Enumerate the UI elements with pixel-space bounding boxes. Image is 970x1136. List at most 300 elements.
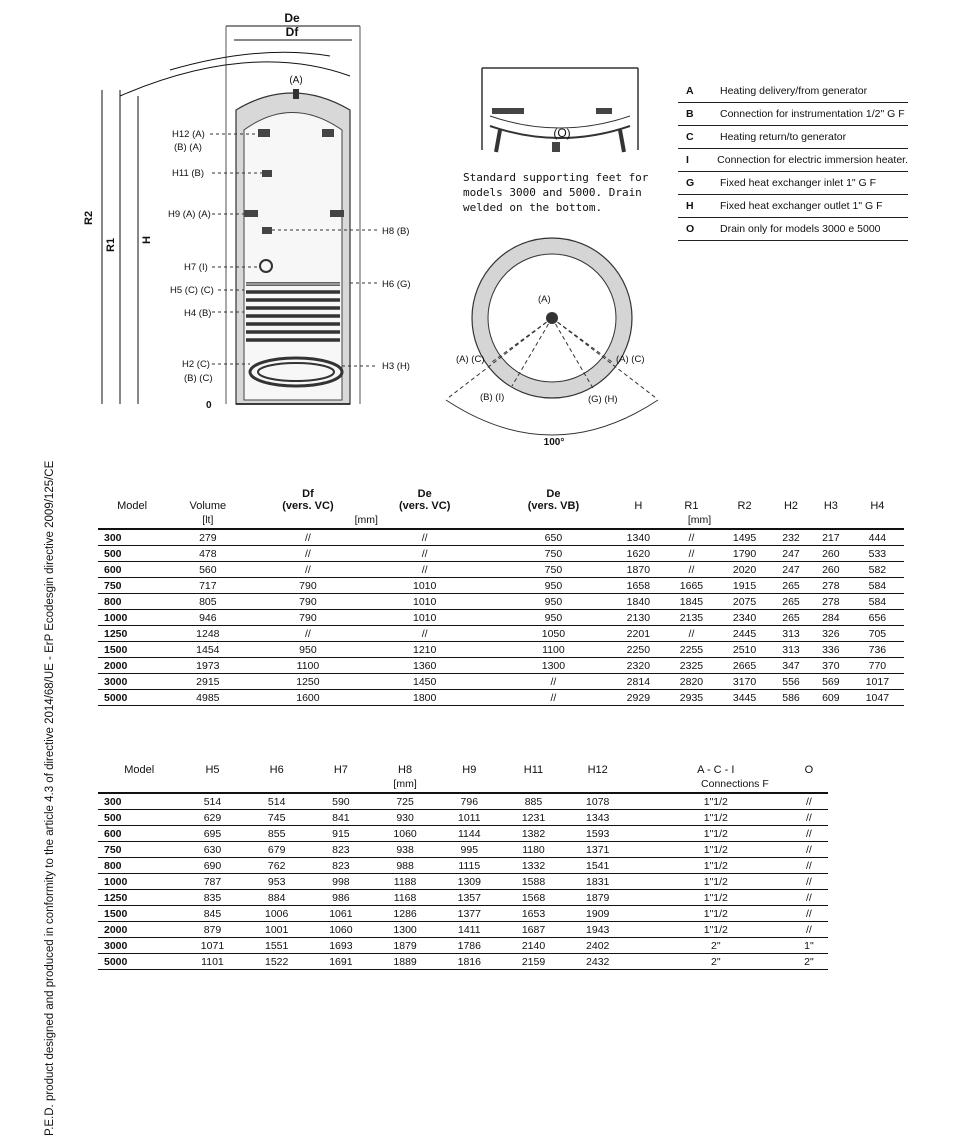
- table-cell: 725: [373, 793, 437, 810]
- h11-label: H11 (B): [172, 168, 205, 179]
- table-cell: 1210: [366, 642, 483, 658]
- table-cell: 1653: [501, 906, 565, 922]
- table-cell: //: [250, 546, 367, 562]
- table-cell: 995: [437, 842, 501, 858]
- table-row: [98, 906, 828, 922]
- table-cell: 370: [811, 658, 851, 674]
- h2b-label: (B) (C): [184, 373, 213, 384]
- column-header: O: [804, 764, 814, 776]
- column-header: Df (vers. VC): [282, 488, 334, 512]
- table-cell: 950: [495, 578, 612, 594]
- table-cell: 879: [180, 922, 244, 938]
- table-cell: //: [495, 690, 612, 706]
- table-cell: 885: [501, 793, 565, 810]
- plan-a-label: (A): [538, 294, 551, 305]
- model-cell: 750: [98, 578, 166, 594]
- model-cell: 5000: [98, 690, 166, 706]
- table-cell: 1840: [612, 594, 665, 610]
- side-conformity-note: P.E.D. product designed and produced in conformity to the article 4.3 of directive 2014/68/UE - ErP Ecodesgin directive 2009/125/CE: [44, 460, 56, 1136]
- table-cell: 279: [166, 529, 249, 546]
- column-gap: [630, 826, 642, 842]
- table-cell: 4985: [166, 690, 249, 706]
- table-cell: 750: [495, 562, 612, 578]
- table-cell: 1"1/2: [642, 793, 790, 810]
- column-gap: [630, 793, 642, 810]
- table-cell: 1593: [566, 826, 630, 842]
- table-cell: //: [665, 626, 718, 642]
- column-gap: [483, 472, 495, 512]
- r1-arc: [170, 52, 330, 70]
- column-gap: [630, 874, 642, 890]
- h8-label: H8 (B): [382, 226, 410, 237]
- table-cell: //: [665, 562, 718, 578]
- table-row: [98, 642, 904, 658]
- table-cell: 1879: [373, 938, 437, 954]
- model-cell: 1500: [98, 906, 180, 922]
- table-cell: 1231: [501, 810, 565, 826]
- table-cell: 690: [180, 858, 244, 874]
- table-cell: 584: [851, 578, 904, 594]
- table-cell: //: [790, 858, 828, 874]
- h8-fitting: [262, 227, 272, 234]
- table-cell: 930: [373, 810, 437, 826]
- table-cell: 260: [811, 546, 851, 562]
- table-cell: 1541: [566, 858, 630, 874]
- h9-left-fitting: [244, 210, 258, 217]
- table-cell: 1050: [495, 626, 612, 642]
- table-cell: 855: [245, 826, 309, 842]
- legend-row-a: A Heating delivery/from generator: [678, 80, 908, 103]
- table-cell: 514: [245, 793, 309, 810]
- table-cell: 265: [771, 610, 811, 626]
- h4-label: H4 (B): [184, 308, 212, 319]
- model-cell: 1250: [98, 626, 166, 642]
- table-cell: 845: [180, 906, 244, 922]
- table-cell: 1168: [373, 890, 437, 906]
- table-cell: 986: [309, 890, 373, 906]
- table-cell: 1551: [245, 938, 309, 954]
- table-cell: 805: [166, 594, 249, 610]
- column-gap: [630, 938, 642, 954]
- table-row: [98, 858, 828, 874]
- column-gap: [630, 954, 642, 970]
- column-gap: [483, 562, 495, 578]
- h12-label: H12 (A): [172, 129, 205, 140]
- table-cell: 1286: [373, 906, 437, 922]
- table-cell: 1340: [612, 529, 665, 546]
- table-cell: 1973: [166, 658, 249, 674]
- h2-label: H2 (C): [182, 359, 210, 370]
- table-cell: //: [366, 546, 483, 562]
- dimensions-table-1: [98, 472, 904, 706]
- unit-mm: [mm]: [250, 512, 484, 529]
- legend-row-g: G Fixed heat exchanger inlet 1" G F: [678, 172, 908, 195]
- column-gap: [483, 690, 495, 706]
- column-gap: [483, 512, 495, 529]
- table-cell: 1"1/2: [642, 890, 790, 906]
- column-header: R1: [684, 500, 699, 512]
- table-cell: 787: [180, 874, 244, 890]
- h5-label: H5 (C) (C): [170, 285, 214, 296]
- column-gap: [630, 922, 642, 938]
- table-cell: 1909: [566, 906, 630, 922]
- table-cell: 313: [771, 626, 811, 642]
- table-cell: 938: [373, 842, 437, 858]
- top-connection: [293, 89, 299, 99]
- table-cell: 478: [166, 546, 249, 562]
- table-cell: 1047: [851, 690, 904, 706]
- table-cell: 1"1/2: [642, 922, 790, 938]
- table-cell: 1495: [718, 529, 771, 546]
- unit-blank: [98, 776, 180, 793]
- table-cell: 1006: [245, 906, 309, 922]
- column-gap: [483, 658, 495, 674]
- table-row: [98, 874, 828, 890]
- unit-mm: [mm]: [495, 512, 904, 529]
- table-row: [98, 810, 828, 826]
- plan-ac-left-label: (A) (C): [456, 354, 485, 365]
- feet-detail: [480, 68, 640, 152]
- table-row: [98, 690, 904, 706]
- table-cell: 2320: [612, 658, 665, 674]
- table-cell: 284: [811, 610, 851, 626]
- h12-fitting: [258, 129, 270, 137]
- table-cell: 582: [851, 562, 904, 578]
- table-row: [98, 594, 904, 610]
- table-cell: 2130: [612, 610, 665, 626]
- table-cell: 1144: [437, 826, 501, 842]
- table-cell: 2820: [665, 674, 718, 690]
- model-header: Model: [117, 500, 148, 512]
- table-cell: 1180: [501, 842, 565, 858]
- table-cell: 569: [811, 674, 851, 690]
- table-cell: 1889: [373, 954, 437, 970]
- table-cell: 629: [180, 810, 244, 826]
- h7-label: H7 (I): [184, 262, 208, 273]
- table-cell: 560: [166, 562, 249, 578]
- table-cell: 823: [309, 858, 373, 874]
- table-cell: 1"1/2: [642, 858, 790, 874]
- table-cell: 1010: [366, 610, 483, 626]
- table-cell: 1060: [309, 922, 373, 938]
- plan-ac-right-label: (A) (C): [616, 354, 645, 365]
- column-header: Volume: [189, 500, 227, 512]
- table-cell: 1588: [501, 874, 565, 890]
- column-gap: [630, 906, 642, 922]
- table-cell: 1371: [566, 842, 630, 858]
- model-cell: 2000: [98, 658, 166, 674]
- table-cell: 1816: [437, 954, 501, 970]
- table-cell: 1": [790, 938, 828, 954]
- table-cell: 1831: [566, 874, 630, 890]
- table-row: [98, 954, 828, 970]
- table-cell: //: [790, 810, 828, 826]
- table-cell: 1687: [501, 922, 565, 938]
- table-cell: 717: [166, 578, 249, 594]
- table-cell: //: [790, 890, 828, 906]
- table-cell: 796: [437, 793, 501, 810]
- table-cell: 1011: [437, 810, 501, 826]
- table-cell: 1790: [718, 546, 771, 562]
- table-cell: 1382: [501, 826, 565, 842]
- table-cell: 2075: [718, 594, 771, 610]
- feet-note: Standard supporting feet for models 3000 and 5000. Drain welded on the bottom.: [463, 171, 649, 214]
- model-cell: 600: [98, 826, 180, 842]
- table-cell: 1943: [566, 922, 630, 938]
- column-header: H4: [870, 500, 885, 512]
- table-cell: //: [790, 826, 828, 842]
- table-cell: 650: [495, 529, 612, 546]
- table-cell: //: [790, 842, 828, 858]
- table-cell: 946: [166, 610, 249, 626]
- table-cell: //: [790, 793, 828, 810]
- column-header: De (vers. VB): [527, 488, 580, 512]
- table-cell: //: [790, 906, 828, 922]
- model-cell: 800: [98, 858, 180, 874]
- de-dim-label: De: [284, 11, 300, 25]
- table-cell: 2": [790, 954, 828, 970]
- model-cell: 1000: [98, 610, 166, 626]
- table-row: [98, 578, 904, 594]
- dimensions-table-2: [98, 736, 828, 970]
- table-cell: 953: [245, 874, 309, 890]
- table-cell: 2432: [566, 954, 630, 970]
- column-header: H12: [587, 764, 608, 776]
- unit-blank: [98, 512, 166, 529]
- column-header: H2: [783, 500, 799, 512]
- table-cell: 247: [771, 562, 811, 578]
- column-header: H7: [333, 764, 348, 776]
- column-gap: [483, 529, 495, 546]
- table-cell: 1522: [245, 954, 309, 970]
- table-cell: 2201: [612, 626, 665, 642]
- table-cell: 2250: [612, 642, 665, 658]
- column-gap: [630, 890, 642, 906]
- table-row: [98, 562, 904, 578]
- legend-row-o: O Drain only for models 3000 e 5000: [678, 218, 908, 241]
- model-cell: 300: [98, 793, 180, 810]
- column-header: H: [634, 500, 643, 512]
- table-cell: 556: [771, 674, 811, 690]
- table-cell: 3445: [718, 690, 771, 706]
- table-cell: 1786: [437, 938, 501, 954]
- table-cell: 2135: [665, 610, 718, 626]
- table-cell: 1600: [250, 690, 367, 706]
- table-row: [98, 626, 904, 642]
- model-cell: 800: [98, 594, 166, 610]
- table-cell: 1078: [566, 793, 630, 810]
- column-gap: [483, 610, 495, 626]
- table-cell: 584: [851, 594, 904, 610]
- table-cell: 736: [851, 642, 904, 658]
- table-cell: 950: [495, 594, 612, 610]
- table-cell: 1332: [501, 858, 565, 874]
- table-cell: 2255: [665, 642, 718, 658]
- table-cell: 1879: [566, 890, 630, 906]
- table-cell: 950: [495, 610, 612, 626]
- table-cell: 326: [811, 626, 851, 642]
- table-row: [98, 842, 828, 858]
- table-cell: 609: [811, 690, 851, 706]
- table-row: [98, 922, 828, 938]
- r1-label: R1: [105, 237, 117, 252]
- table-row: [98, 793, 828, 810]
- table-cell: 1010: [366, 578, 483, 594]
- table-row: [98, 658, 904, 674]
- table-cell: 2929: [612, 690, 665, 706]
- plan-view: [446, 238, 658, 448]
- table-row: [98, 890, 828, 906]
- table-cell: 1071: [180, 938, 244, 954]
- column-header: De (vers. VC): [399, 488, 451, 512]
- table-cell: //: [665, 529, 718, 546]
- connection-legend: [678, 80, 908, 241]
- table-cell: //: [790, 922, 828, 938]
- model-cell: 1000: [98, 874, 180, 890]
- table-cell: 1845: [665, 594, 718, 610]
- df-dim-label: Df: [285, 25, 299, 39]
- table-cell: 2814: [612, 674, 665, 690]
- column-header: H8: [398, 764, 413, 776]
- table-cell: 1377: [437, 906, 501, 922]
- legend-row-b: B Connection for instrumentation 1/2" G F: [678, 103, 908, 126]
- table-cell: 1411: [437, 922, 501, 938]
- zero-label: 0: [206, 400, 212, 411]
- table-cell: 1693: [309, 938, 373, 954]
- h11-fitting: [262, 170, 272, 177]
- table-row: [98, 529, 904, 546]
- table-cell: 841: [309, 810, 373, 826]
- table-cell: //: [495, 674, 612, 690]
- h3-label: H3 (H): [382, 361, 410, 372]
- table-cell: 2": [642, 938, 790, 954]
- table-cell: 1"1/2: [642, 906, 790, 922]
- table-cell: 265: [771, 578, 811, 594]
- table-cell: 915: [309, 826, 373, 842]
- table-cell: 2325: [665, 658, 718, 674]
- table-row: [98, 674, 904, 690]
- table-cell: //: [366, 529, 483, 546]
- table-cell: 278: [811, 578, 851, 594]
- table-cell: //: [250, 562, 367, 578]
- table-cell: 1100: [495, 642, 612, 658]
- table-cell: 1665: [665, 578, 718, 594]
- table-cell: //: [665, 546, 718, 562]
- table-cell: 2159: [501, 954, 565, 970]
- table-cell: 232: [771, 529, 811, 546]
- table-cell: 790: [250, 578, 367, 594]
- h9-right-fitting: [330, 210, 344, 217]
- legend-row-i: I Connection for electric immersion heater.: [678, 149, 908, 172]
- h6-label: H6 (G): [382, 279, 411, 290]
- model-cell: 3000: [98, 938, 180, 954]
- table-cell: 3170: [718, 674, 771, 690]
- table-cell: //: [366, 562, 483, 578]
- model-cell: 1500: [98, 642, 166, 658]
- model-cell: 600: [98, 562, 166, 578]
- column-gap: [630, 736, 642, 776]
- model-cell: 5000: [98, 954, 180, 970]
- table-cell: 1248: [166, 626, 249, 642]
- column-header: R2: [737, 500, 752, 512]
- table-cell: 217: [811, 529, 851, 546]
- table-cell: 2510: [718, 642, 771, 658]
- table-cell: 745: [245, 810, 309, 826]
- column-gap: [630, 842, 642, 858]
- feet-o-label: (O): [553, 126, 571, 140]
- table-cell: 1101: [180, 954, 244, 970]
- legend-row-c: C Heating return/to generator: [678, 126, 908, 149]
- table-cell: //: [250, 529, 367, 546]
- table-cell: 1300: [373, 922, 437, 938]
- table-cell: 790: [250, 610, 367, 626]
- table-cell: 1309: [437, 874, 501, 890]
- table-cell: 1017: [851, 674, 904, 690]
- table-cell: 1360: [366, 658, 483, 674]
- column-header: H6: [269, 764, 284, 776]
- table-cell: 2445: [718, 626, 771, 642]
- table-cell: 750: [495, 546, 612, 562]
- plan-angle-label: 100°: [543, 437, 565, 448]
- table-cell: 260: [811, 562, 851, 578]
- table-cell: 2340: [718, 610, 771, 626]
- column-header: H11: [523, 764, 544, 776]
- legend-row-h: H Fixed heat exchanger outlet 1" G F: [678, 195, 908, 218]
- table-cell: //: [250, 626, 367, 642]
- table-cell: 1691: [309, 954, 373, 970]
- table-row: [98, 610, 904, 626]
- column-gap: [483, 546, 495, 562]
- table-cell: 705: [851, 626, 904, 642]
- table-cell: 998: [309, 874, 373, 890]
- r2-arc: [120, 62, 350, 96]
- plan-gh-label: (G) (H): [588, 394, 618, 405]
- table-cell: 590: [309, 793, 373, 810]
- table-cell: 336: [811, 642, 851, 658]
- table-cell: 1060: [373, 826, 437, 842]
- unit-connections: Connections F: [642, 776, 828, 793]
- table-cell: 265: [771, 594, 811, 610]
- model-cell: 500: [98, 810, 180, 826]
- table-cell: 1620: [612, 546, 665, 562]
- table-row: [98, 826, 828, 842]
- table-cell: 2935: [665, 690, 718, 706]
- column-header: H3: [823, 500, 838, 512]
- model-cell: 3000: [98, 674, 166, 690]
- table-cell: //: [366, 626, 483, 642]
- table-cell: 2140: [501, 938, 565, 954]
- table-cell: 2402: [566, 938, 630, 954]
- column-gap: [630, 776, 642, 793]
- table-cell: 695: [180, 826, 244, 842]
- table-cell: 347: [771, 658, 811, 674]
- a-top-label: (A): [289, 75, 303, 86]
- model-cell: 300: [98, 529, 166, 546]
- column-gap: [483, 594, 495, 610]
- table-cell: 1454: [166, 642, 249, 658]
- table-cell: 586: [771, 690, 811, 706]
- table-cell: 1343: [566, 810, 630, 826]
- column-gap: [483, 578, 495, 594]
- table-cell: 2020: [718, 562, 771, 578]
- table-cell: 656: [851, 610, 904, 626]
- table-cell: 1915: [718, 578, 771, 594]
- table-cell: 823: [309, 842, 373, 858]
- table-cell: 1800: [366, 690, 483, 706]
- table-cell: 1001: [245, 922, 309, 938]
- r2-label: R2: [83, 210, 95, 225]
- table-cell: 988: [373, 858, 437, 874]
